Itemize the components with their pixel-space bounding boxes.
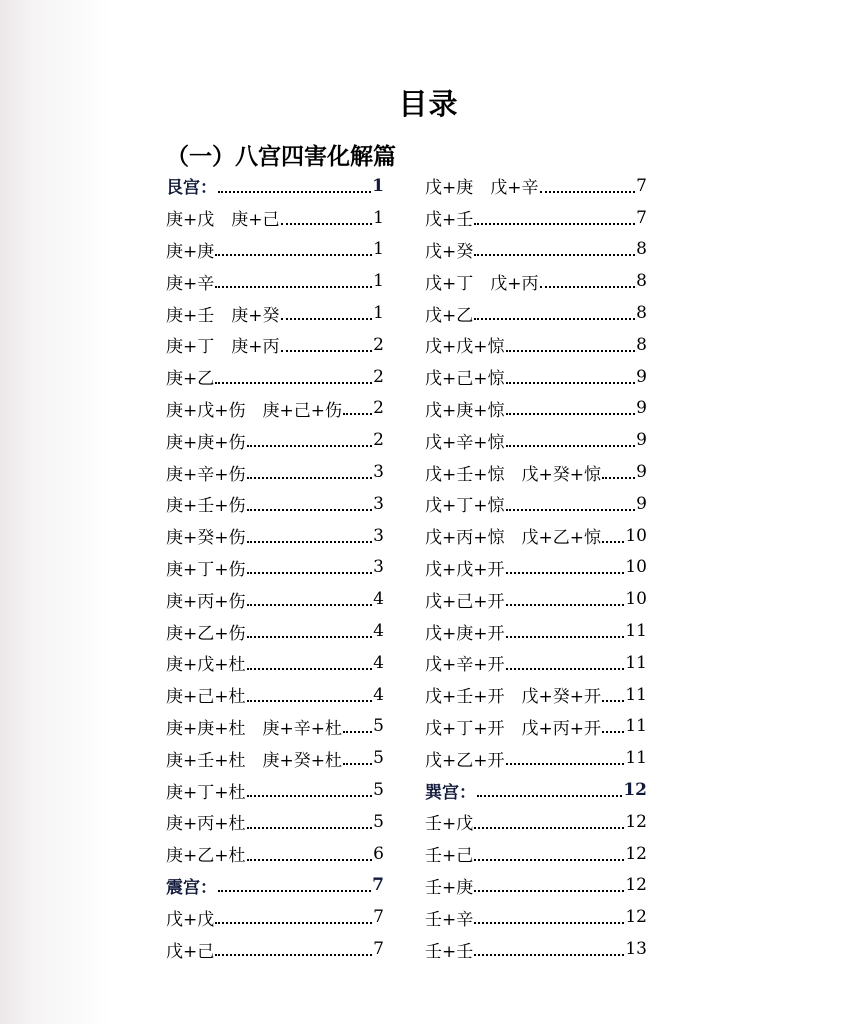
toc-entry-label: 戊+乙+开 [425,750,505,771]
toc-entry-label: 庚+辛 [166,273,215,294]
toc-entry-label: 庚+丁+杜 [166,782,246,803]
toc-page-number: 9 [636,398,647,419]
toc-dot-leader [247,541,373,543]
toc-entry[interactable] [166,679,384,711]
toc-entry[interactable] [425,488,647,520]
toc-dot-leader [602,700,624,702]
toc-entry[interactable] [166,711,384,743]
toc-entry[interactable] [425,552,647,584]
toc-page-number: 10 [625,557,647,578]
toc-dot-leader [602,541,624,543]
toc-entry-label: 巽宫： [425,782,476,803]
toc-entry-label: 庚+戊 庚+己 [166,210,280,231]
toc-entry-label: 震宫： [166,877,217,898]
toc-page-number: 13 [625,939,647,960]
toc-entry[interactable] [166,520,384,552]
toc-page-number: 8 [636,334,647,355]
toc-page-number: 10 [625,589,647,610]
toc-entry-label: 庚+丁 庚+丙 [166,337,280,358]
toc-entry[interactable] [425,742,647,774]
toc-entry[interactable] [425,901,647,933]
toc-dot-leader [506,350,636,352]
toc-entry-label: 戊+丁 戊+丙 [425,273,539,294]
toc-entry-label: 庚+丙+杜 [166,814,246,835]
toc-entry[interactable] [425,838,647,870]
toc-entry-label: 戊+乙 [425,305,474,326]
toc-page-number: 2 [373,430,384,451]
toc-entry-label: 戊+庚+开 [425,623,505,644]
toc-dot-leader [540,286,636,288]
toc-page-number: 12 [625,811,647,832]
toc-entry[interactable] [425,361,647,393]
toc-entry[interactable] [425,202,647,234]
toc-entry-label: 壬+壬 [425,941,474,962]
toc-entry-label: 戊+辛+惊 [425,432,505,453]
toc-page-number: 12 [625,843,647,864]
toc-page-number: 1 [373,239,384,260]
toc-entry-label: 戊+丁+开 戊+丙+开 [425,718,601,739]
toc-entry[interactable] [425,933,647,965]
toc-dot-leader [474,890,624,892]
toc-entry[interactable] [166,329,384,361]
toc-entry-label: 戊+壬+惊 戊+癸+惊 [425,464,601,485]
toc-page-number: 8 [636,303,647,324]
toc-palace-heading[interactable] [166,170,384,202]
toc-dot-leader [506,445,636,447]
toc-page-number: 7 [373,939,384,960]
toc-dot-leader [506,636,625,638]
toc-dot-leader [474,318,635,320]
toc-entry[interactable] [166,202,384,234]
toc-entry[interactable] [425,870,647,902]
toc-dot-leader [474,954,624,956]
toc-page-number: 3 [373,462,384,483]
toc-entry-label: 戊+戊+开 [425,559,505,580]
toc-entry-label: 戊+壬 [425,210,474,231]
toc-entry[interactable] [166,424,384,456]
toc-entry-label: 戊+己+惊 [425,369,505,390]
toc-dot-leader [215,286,372,288]
toc-dot-leader [247,668,373,670]
toc-entry[interactable] [425,806,647,838]
toc-page-number: 9 [636,462,647,483]
toc-page-number: 10 [625,525,647,546]
toc-page-number: 11 [625,621,647,642]
toc-dot-leader [343,413,372,415]
toc-entry[interactable] [425,393,647,425]
toc-entry[interactable] [425,520,647,552]
toc-page-number: 1 [373,303,384,324]
toc-page-number: 3 [373,525,384,546]
toc-entry-label: 庚+庚+杜 庚+辛+杜 [166,718,342,739]
toc-page-number: 1 [373,207,384,228]
toc-page-number: 2 [373,334,384,355]
toc-entry[interactable] [166,456,384,488]
toc-entry[interactable] [166,297,384,329]
toc-dot-leader [506,572,625,574]
toc-dot-leader [247,509,373,511]
toc-right-column [425,170,647,965]
toc-entry[interactable] [166,742,384,774]
toc-dot-leader [343,731,372,733]
toc-entry-label: 戊+辛+开 [425,655,505,676]
toc-entry[interactable] [166,901,384,933]
toc-entry-label: 戊+庚+惊 [425,400,505,421]
toc-dot-leader [247,859,373,861]
toc-dot-leader [474,223,635,225]
toc-entry-label: 壬+庚 [425,877,474,898]
toc-page-number: 3 [373,493,384,514]
toc-entry-label: 壬+戊 [425,814,474,835]
toc-entry[interactable] [166,393,384,425]
toc-entry-label: 戊+戊+惊 [425,337,505,358]
toc-page-number: 8 [636,271,647,292]
toc-entry[interactable] [166,265,384,297]
toc-page-number: 9 [636,430,647,451]
toc-dot-leader [247,636,373,638]
toc-page-number: 4 [373,684,384,705]
toc-entry-label: 庚+壬 庚+癸 [166,305,280,326]
toc-entry[interactable] [425,297,647,329]
toc-entry-label: 庚+庚 [166,241,215,262]
toc-entry[interactable] [425,170,647,202]
toc-entry[interactable] [425,234,647,266]
toc-page-number: 12 [623,780,647,801]
toc-entry-label: 庚+戊+杜 [166,655,246,676]
toc-page-number: 12 [625,875,647,896]
toc-entry-label: 戊+癸 [425,241,474,262]
toc-entry-label: 戊+庚 戊+辛 [425,178,539,199]
toc-page-number: 9 [636,366,647,387]
toc-dot-leader [247,604,373,606]
toc-page-number: 2 [373,398,384,419]
toc-entry-label: 庚+辛+伤 [166,464,246,485]
toc-dot-leader [215,922,372,924]
toc-entry-label: 戊+戊 [166,909,215,930]
toc-entry-label: 艮宫： [166,178,217,199]
toc-entry[interactable] [425,615,647,647]
toc-left-column [166,170,384,965]
toc-dot-leader [474,827,624,829]
toc-dot-leader [281,318,373,320]
toc-entry[interactable] [425,456,647,488]
toc-dot-leader [215,382,372,384]
toc-entry-label: 庚+乙 [166,369,215,390]
toc-page-number: 5 [373,716,384,737]
toc-page-number: 1 [372,175,384,196]
toc-dot-leader [343,763,372,765]
toc-page-number: 3 [373,557,384,578]
page-title: 目录 [398,87,459,121]
toc-dot-leader [218,890,371,892]
toc-palace-heading[interactable] [425,774,647,806]
toc-page-number: 7 [636,175,647,196]
toc-dot-leader [540,191,636,193]
toc-dot-leader [247,795,373,797]
toc-entry-label: 庚+丁+伤 [166,559,246,580]
toc-page-number: 9 [636,493,647,514]
toc-dot-leader [506,509,636,511]
toc-entry[interactable] [166,552,384,584]
toc-page-number: 11 [625,716,647,737]
toc-page-number: 11 [625,748,647,769]
toc-page-number: 4 [373,589,384,610]
toc-entry[interactable] [425,265,647,297]
toc-dot-leader [506,604,625,606]
toc-entry[interactable] [166,806,384,838]
toc-dot-leader [247,477,373,479]
toc-entry-label: 壬+辛 [425,909,474,930]
toc-dot-leader [247,700,373,702]
toc-entry[interactable] [425,329,647,361]
toc-dot-leader [602,477,635,479]
toc-entry-label: 庚+癸+伤 [166,528,246,549]
toc-page-number: 5 [373,811,384,832]
toc-entry-label: 庚+己+杜 [166,687,246,708]
toc-page-number: 2 [373,366,384,387]
toc-page-number: 5 [373,748,384,769]
toc-entry[interactable] [166,583,384,615]
page-edge-shadow [0,0,110,1024]
toc-entry[interactable] [425,711,647,743]
toc-entry-label: 壬+己 [425,846,474,867]
toc-page-number: 4 [373,621,384,642]
toc-dot-leader [218,191,371,193]
toc-page-number: 7 [372,875,384,896]
toc-entry-label: 庚+乙+伤 [166,623,246,644]
toc-dot-leader [506,668,625,670]
toc-page-number: 12 [625,907,647,928]
toc-entry-label: 戊+己 [166,941,215,962]
toc-entry-label: 庚+戊+伤 庚+己+伤 [166,400,342,421]
toc-dot-leader [506,413,636,415]
toc-dot-leader [247,572,373,574]
toc-page-number: 6 [373,843,384,864]
toc-entry[interactable] [425,583,647,615]
toc-dot-leader [247,827,373,829]
toc-entry-label: 戊+己+开 [425,591,505,612]
toc-entry[interactable] [166,838,384,870]
toc-entry-label: 庚+丙+伤 [166,591,246,612]
toc-page-number: 11 [625,684,647,705]
toc-dot-leader [477,795,622,797]
toc-palace-heading[interactable] [166,870,384,902]
toc-page-number: 1 [373,271,384,292]
toc-dot-leader [247,445,373,447]
toc-page-number: 11 [625,652,647,673]
toc-dot-leader [215,954,372,956]
toc-dot-leader [215,254,372,256]
toc-dot-leader [506,382,636,384]
toc-entry[interactable] [425,647,647,679]
toc-entry[interactable] [166,615,384,647]
toc-dot-leader [281,350,373,352]
toc-dot-leader [474,859,624,861]
toc-entry-label: 庚+乙+杜 [166,846,246,867]
toc-entry-label: 庚+庚+伤 [166,432,246,453]
toc-dot-leader [602,731,624,733]
toc-entry[interactable] [166,933,384,965]
toc-entry-label: 戊+丙+惊 戊+乙+惊 [425,528,601,549]
toc-page-number: 7 [373,907,384,928]
toc-page-number: 7 [636,207,647,228]
toc-entry[interactable] [166,774,384,806]
toc-entry[interactable] [425,424,647,456]
toc-dot-leader [474,254,635,256]
section-heading: （一）八宫四害化解篇 [166,143,396,170]
toc-dot-leader [506,763,625,765]
toc-entry[interactable] [425,679,647,711]
toc-dot-leader [474,922,624,924]
toc-dot-leader [281,223,373,225]
toc-entry-label: 戊+丁+惊 [425,496,505,517]
toc-entry[interactable] [166,361,384,393]
toc-entry[interactable] [166,647,384,679]
toc-entry-label: 戊+壬+开 戊+癸+开 [425,687,601,708]
toc-entry-label: 庚+壬+杜 庚+癸+杜 [166,750,342,771]
toc-page-number: 5 [373,780,384,801]
toc-page-number: 4 [373,652,384,673]
toc-entry[interactable] [166,234,384,266]
toc-entry[interactable] [166,488,384,520]
toc-entry-label: 庚+壬+伤 [166,496,246,517]
toc-page-number: 8 [636,239,647,260]
